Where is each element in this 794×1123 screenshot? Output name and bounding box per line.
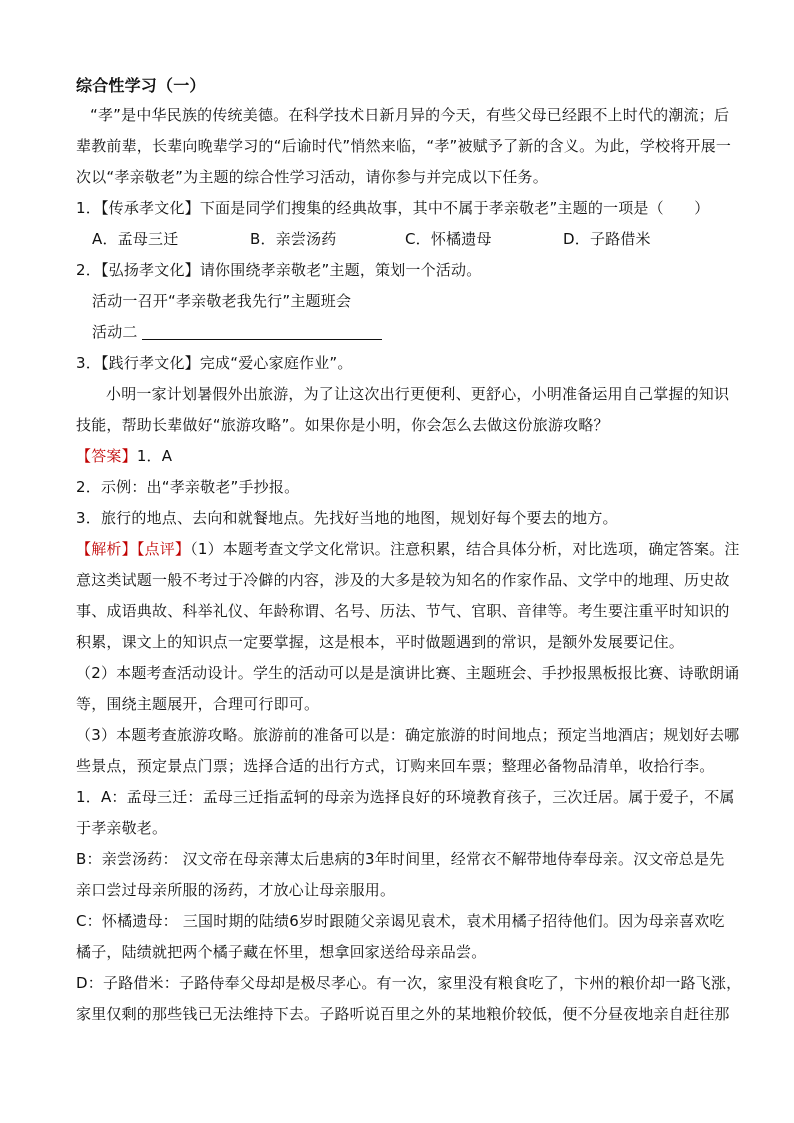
activity-2 xyxy=(76,317,716,348)
question-1-stem: 1．【传承孝文化】下面是同学们搜集的经典故事，其中不属于孝亲敬老”主题的一项是（ ） xyxy=(76,199,710,217)
option-d-explanation: D：子路借米：子路侍奉父母却是极尽孝心。有一次，家里没有粮食吃了，卞州的粮价却一路飞涨， xyxy=(76,974,742,992)
analysis-line: 等，围绕主题展开，合理可行即可。 xyxy=(76,695,320,713)
document-page xyxy=(76,72,742,1030)
answer-blank xyxy=(142,321,382,340)
intro-line: “孝”是中华民族的传统美德。在科学技术日新月异的今天，有些父母已经跟不上时代的潮流；后 xyxy=(90,106,730,124)
intro-line: 次以“孝亲敬老”为主题的综合性学习活动，请你参与并完成以下任务。 xyxy=(76,168,548,186)
analysis-line: （2）本题考查活动设计。学生的活动可以是是演讲比赛、主题班会、手抄报黑板报比赛、诗歌朗诵 xyxy=(76,664,740,682)
analysis-line: 事、成语典故、科举礼仪、年龄称谓、名号、历法、节气、官职、音律等。考生要注重平时知识的 xyxy=(76,602,730,620)
analysis-line: 积累，课文上的知识点一定要掌握，这是根本，平时做题遇到的常识，是额外发展要记住。 xyxy=(76,633,685,651)
question-3-stem: 3．【践行孝文化】完成“爱心家庭作业”。 xyxy=(76,354,353,372)
activity-1: 活动一召开“孝亲敬老我先行”主题班会 xyxy=(92,292,352,310)
option-c-explanation: 橘子，陆绩就把两个橘子藏在怀里，想拿回家送给母亲品尝。 xyxy=(76,943,487,961)
analysis-text: （1）本题考查文学文化常识。注意积累，结合具体分析，对比选项，确定答案。注 xyxy=(190,540,740,558)
answer-3: 3．旅行的地点、去向和就餐地点。先找好当地的地图，规划好每个要去的地方。 xyxy=(76,509,618,527)
answer-1 xyxy=(76,441,716,472)
comment-tag: 【点评】 xyxy=(136,540,191,558)
question-1-options xyxy=(76,224,716,255)
option-b-explanation: B：亲尝汤药： 汉文帝在母亲薄太后患病的3年时间里，经常衣不解带地侍奉母亲。汉文帝总是先 xyxy=(76,850,725,868)
activity-2-label: 活动二 xyxy=(92,323,138,341)
answer-2: 2．示例：出“孝亲敬老”手抄报。 xyxy=(76,478,300,496)
answer-tag: 【答案】 xyxy=(76,447,137,465)
analysis-line: （3）本题考查旅游攻略。旅游前的准备可以是：确定旅游的时间地点；预定当地酒店；规划好去哪 xyxy=(76,726,740,744)
option-a-explanation: 于孝亲敬老。 xyxy=(76,819,168,837)
option-b: B．亲尝汤药 xyxy=(250,230,337,248)
option-a: A．孟母三迁 xyxy=(92,230,179,248)
option-d: D．子路借米 xyxy=(563,230,651,248)
option-a-explanation: 1．A：孟母三迁：孟母三迁指孟轲的母亲为选择良好的环境教育孩子，三次迁居。属于爱子，不属 xyxy=(76,788,735,806)
question-2-stem: 2．【弘扬孝文化】请你围绕孝亲敬老”主题，策划一个活动。 xyxy=(76,261,482,279)
analysis-line xyxy=(76,534,740,565)
intro-line: 辈教前辈，长辈向晚辈学习的“后谕时代”悄然来临，“孝”被赋予了新的含义。为此，学校将开展一 xyxy=(76,137,732,155)
analysis-line: 意这类试题一般不考过于冷僻的内容，涉及的大多是较为知名的作家作品、文学中的地理、历史故 xyxy=(76,571,730,589)
option-d-explanation: 家里仅剩的那些钱已无法维持下去。子路听说百里之外的某地粮价较低，便不分昼夜地亲自赶往那 xyxy=(76,1005,730,1023)
option-b-explanation: 亲口尝过母亲所服的汤药，才放心让母亲服用。 xyxy=(76,881,396,899)
question-3-body: 小明一家计划暑假外出旅游，为了让这次出行更便利、更舒心，小明准备运用自己掌握的知识 xyxy=(106,385,730,403)
analysis-tag: 【解析】 xyxy=(76,540,137,558)
option-c-explanation: C：怀橘遗母： 三国时期的陆绩6岁时跟随父亲谒见袁术，袁术用橘子招待他们。因为母亲喜欢吃 xyxy=(76,912,725,930)
section-title: 综合性学习（一） xyxy=(76,76,206,95)
answer-1-text: 1．A xyxy=(136,447,173,465)
option-c: C．怀橘遗母 xyxy=(405,230,492,248)
analysis-line: 些景点，预定景点门票；选择合适的出行方式，订购来回车票；整理必备物品清单，收拾行李。 xyxy=(76,757,715,775)
question-3-body: 技能，帮助长辈做好“旅游攻略”。如果你是小明，你会怎么去做这份旅游攻略？ xyxy=(76,416,609,434)
